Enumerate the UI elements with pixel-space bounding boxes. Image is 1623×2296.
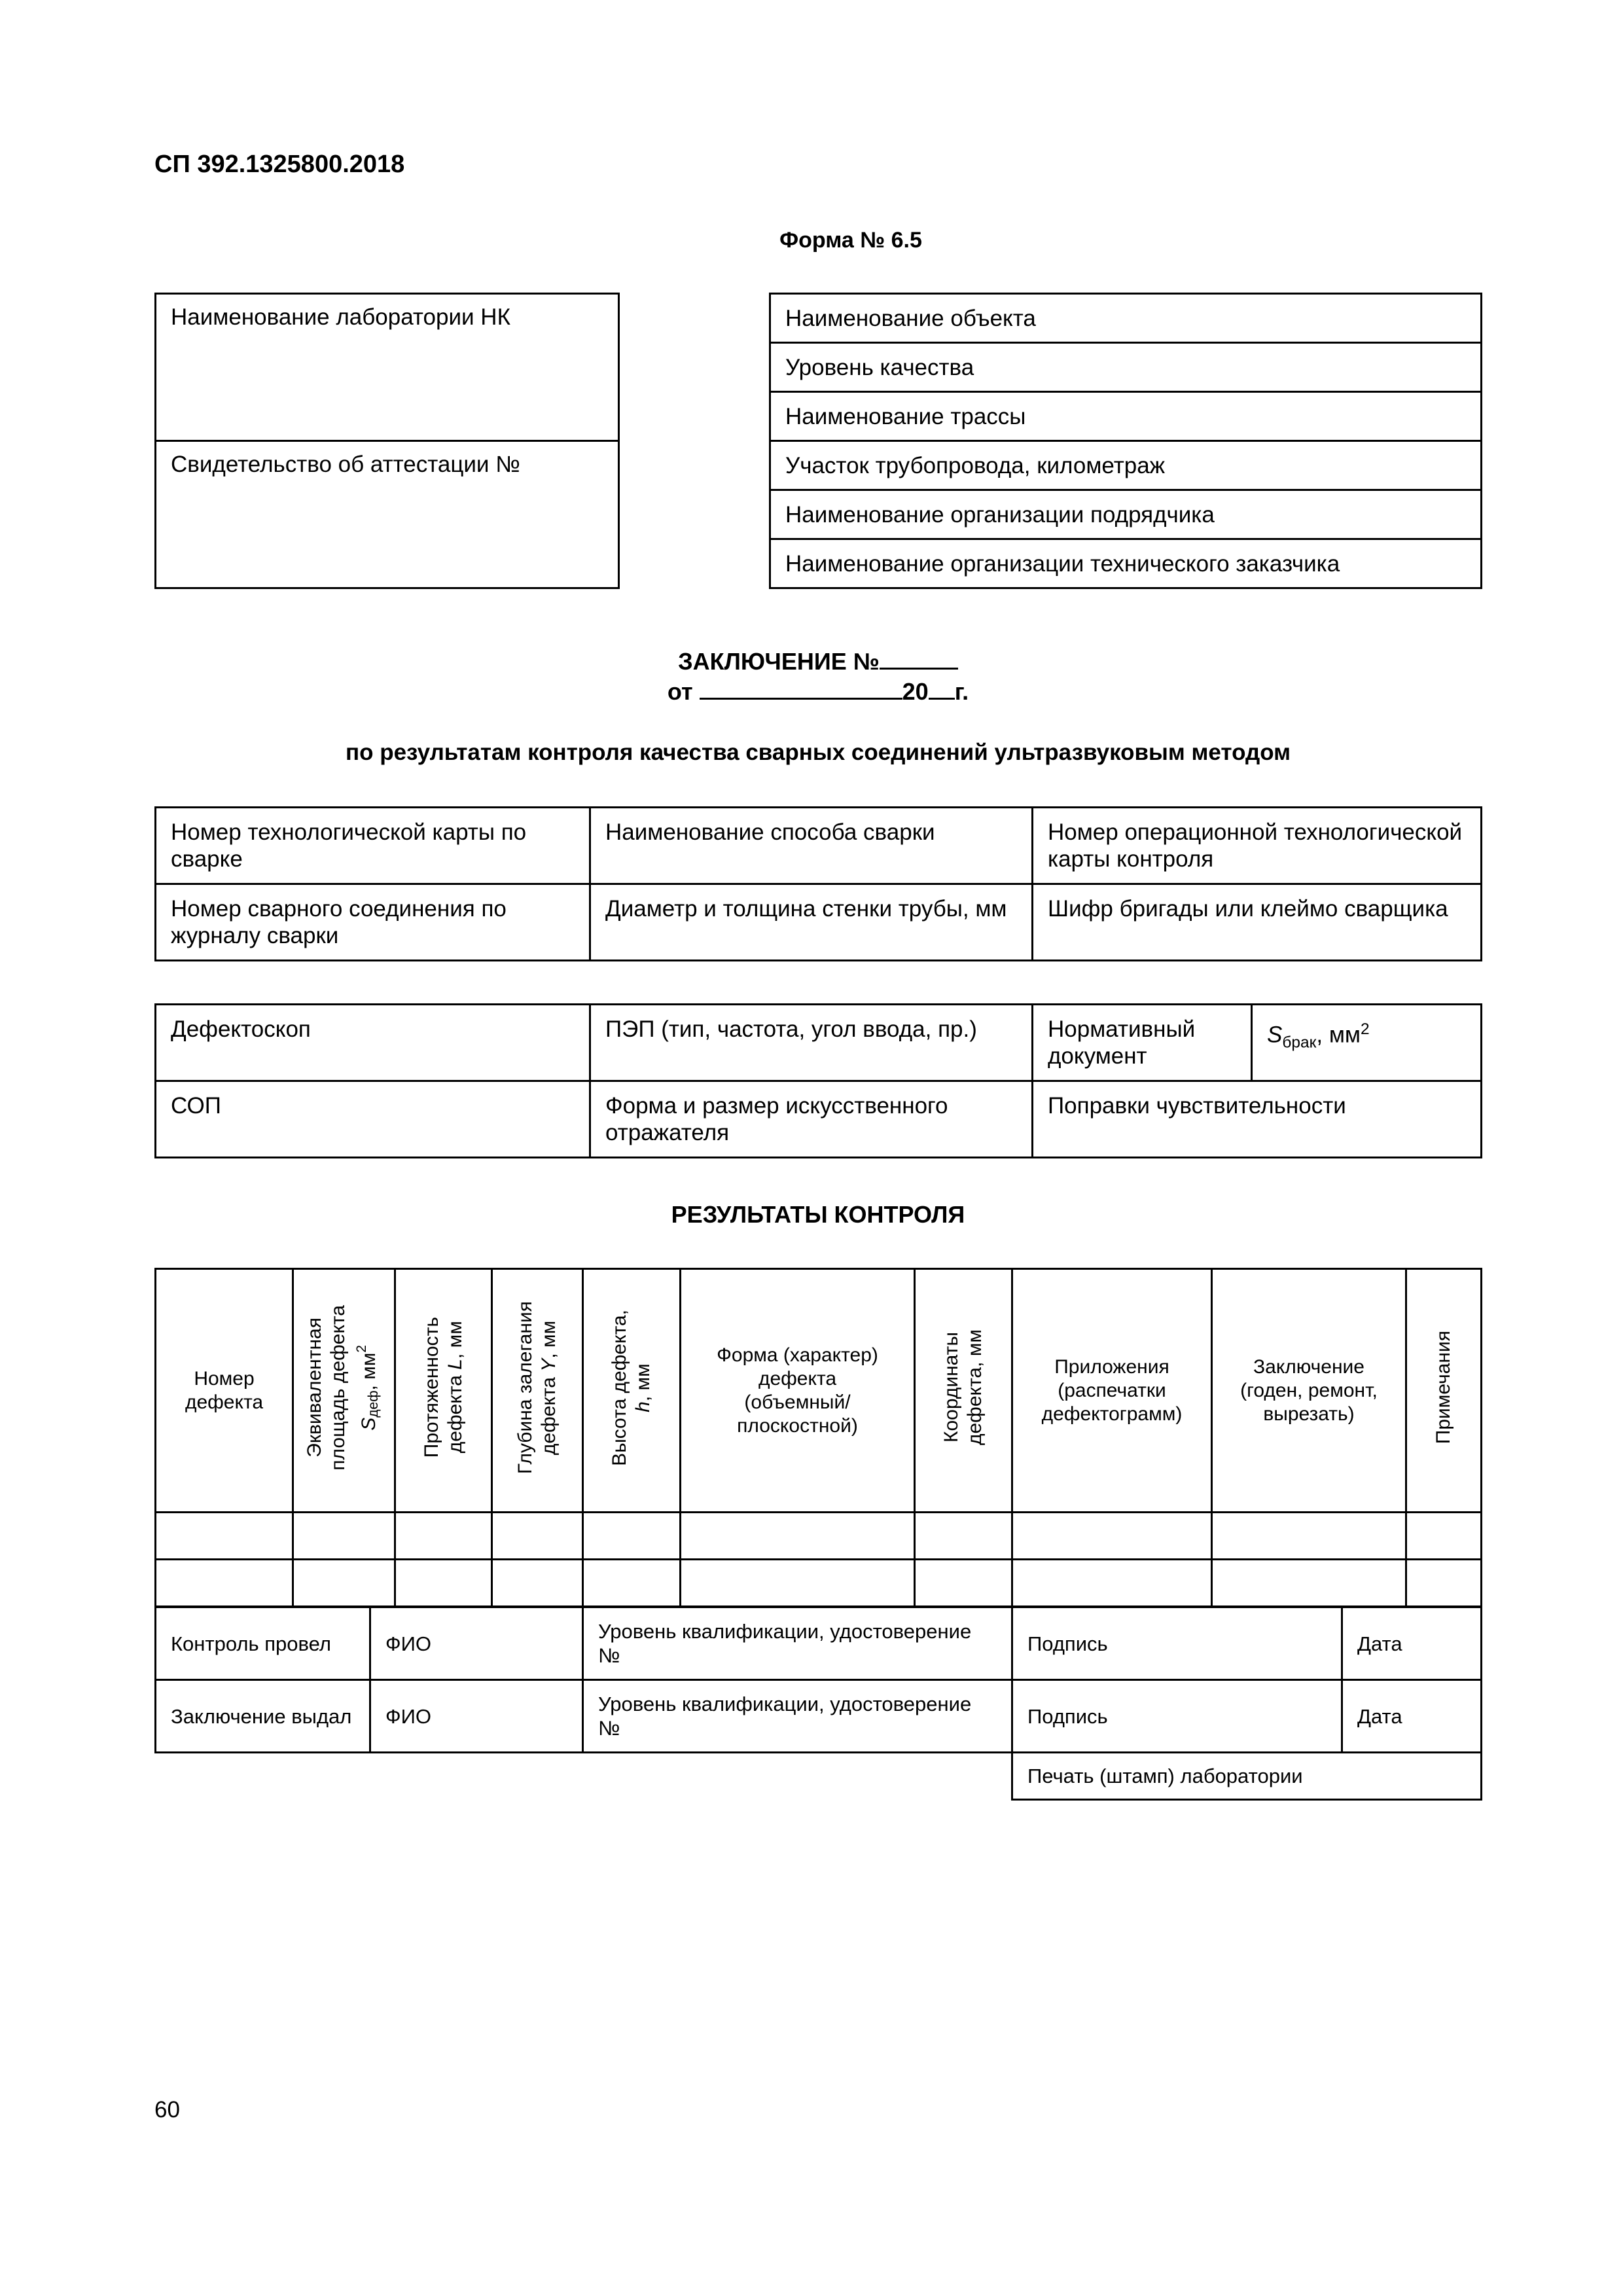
issued-label-cell: Заключение выдал [156,1680,370,1753]
conclusion-subtitle: по результатам контроля качества сварных соединений ультразвуковым методом [345,740,1291,765]
length-symbol: L [444,1359,466,1371]
conclusion-date-line [0,678,1623,706]
area-line2: площадь дефекта [327,1304,349,1471]
table-row [156,1560,1482,1607]
customer-cell: Наименование организации технического заказчика [770,539,1482,588]
empty-cell [1212,1513,1406,1560]
conclusion-year-suffix: г. [954,678,969,705]
empty-cell [681,1513,915,1560]
col-coordinates-text [940,1329,987,1445]
reject-area-symbol: S [1267,1022,1283,1048]
issued-signature-cell: Подпись [1012,1680,1342,1753]
results-title: РЕЗУЛЬТАТЫ КОНТРОЛЯ [671,1201,965,1228]
conclusion-date-prefix: от [667,678,693,705]
empty-cell [293,1513,395,1560]
document-code: СП 392.1325800.2018 [154,151,405,178]
conclusion-number-blank [880,650,958,670]
issued-date-cell: Дата [1342,1680,1482,1753]
control-label-cell: Контроль провел [156,1607,370,1680]
length-line2: дефекта [444,1370,466,1454]
depth-line2: дефекта [538,1371,560,1455]
empty-cell [681,1560,915,1607]
object-name-cell: Наименование объекта [770,294,1482,343]
empty-cell [395,1560,492,1607]
lab-info-table [154,293,620,589]
flaw-detector-cell: Дефектоскоп [156,1005,590,1081]
height-symbol: h [632,1401,654,1412]
depth-unit: , мм [538,1320,560,1359]
empty-cell [1212,1560,1406,1607]
empty-cell [915,1560,1012,1607]
area-unit: , мм [357,1352,380,1391]
route-name-cell: Наименование трассы [770,392,1482,441]
empty-cell [492,1560,583,1607]
col-notes [1406,1269,1482,1513]
welding-method-cell: Наименование способа сварки [590,808,1033,884]
col-shape: Форма (характер) дефекта (объемный/ плоскостной) [681,1269,915,1513]
sensitivity-corrections-cell: Поправки чувствительности [1033,1081,1482,1158]
depth-line1: Глубина залегания [514,1300,536,1475]
depth-symbol: Y [538,1358,560,1372]
issued-fio-cell: ФИО [370,1680,583,1753]
form-number: Форма № 6.5 [779,228,922,253]
col-equivalent-area-text [303,1305,385,1471]
reference-sample-cell: СОП [156,1081,590,1158]
results-table [154,1268,1482,1607]
equipment-info-table [154,1003,1482,1158]
conclusion-label: ЗАКЛЮЧЕНИЕ № [678,648,880,675]
empty-cell [1012,1560,1212,1607]
welding-info-table [154,806,1482,961]
certificate-cell: Свидетельство об аттестации № [156,441,619,588]
height-line1: Высота дефекта, [609,1309,630,1466]
pipe-diameter-cell: Диаметр и толщина стенки трубы, мм [590,884,1033,961]
reject-area-subscript: брак [1282,1033,1317,1052]
empty-cell [1406,1513,1482,1560]
col-coordinates [915,1269,1012,1513]
reject-area-superscript: 2 [1360,1020,1370,1038]
signatures-table [154,1606,1482,1753]
length-line1: Протяженность [420,1317,442,1458]
quality-level-cell: Уровень качества [770,343,1482,392]
col-length [395,1269,492,1513]
object-info-table [769,293,1482,589]
weld-joint-number-cell: Номер сварного соединения по журналу сварки [156,884,590,961]
pipeline-section-cell: Участок трубопровода, километраж [770,441,1482,490]
col-depth [492,1269,583,1513]
conclusion-year-blank [929,680,955,700]
coords-line1: Координаты [940,1332,962,1443]
col-height [583,1269,681,1513]
col-height-text [608,1310,655,1466]
control-fio-cell: ФИО [370,1607,583,1680]
coords-line2: дефекта, мм [964,1329,986,1446]
tech-card-cell: Номер технологической карты по сварке [156,808,590,884]
transducer-cell: ПЭП (тип, частота, угол ввода, пр.) [590,1005,1033,1081]
brigade-code-cell: Шифр бригады или клеймо сварщика [1033,884,1482,961]
length-unit: , мм [444,1321,466,1359]
col-notes-text: Примечания [1433,1331,1454,1444]
lab-name-cell: Наименование лаборатории НК [156,294,619,441]
empty-cell [583,1513,681,1560]
empty-cell [156,1560,293,1607]
conclusion-number-line [0,648,1623,675]
col-defect-number: Номер дефекта [156,1269,293,1513]
empty-cell [1012,1513,1212,1560]
page-number: 60 [154,2097,180,2123]
control-qualification-cell: Уровень квалификации, удостоверение № [583,1607,1012,1680]
col-attachments: Приложения (распечатки дефектограмм) [1012,1269,1212,1513]
reflector-cell: Форма и размер искусственного отражателя [590,1081,1033,1158]
conclusion-year-prefix: 20 [902,678,929,705]
empty-cell [492,1513,583,1560]
empty-cell [293,1560,395,1607]
normative-doc-cell: Нормативный документ [1033,1005,1252,1081]
height-unit: , мм [632,1363,654,1401]
col-depth-text [514,1301,561,1474]
empty-cell [583,1560,681,1607]
lab-stamp-cell: Печать (штамп) лаборатории [1012,1753,1482,1800]
contractor-cell: Наименование организации подрядчика [770,490,1482,539]
col-equivalent-area [293,1269,395,1513]
empty-cell [395,1513,492,1560]
area-subscript: деф [365,1390,381,1418]
table-row [156,1513,1482,1560]
reject-area-unit: , мм [1316,1022,1361,1048]
empty-cell [1406,1560,1482,1607]
col-conclusion: Заключение (годен, ремонт, вырезать) [1212,1269,1406,1513]
control-date-cell: Дата [1342,1607,1482,1680]
empty-cell [915,1513,1012,1560]
conclusion-date-blank [700,680,902,700]
area-symbol: S [357,1417,380,1431]
col-length-text [420,1317,467,1458]
issued-qualification-cell: Уровень квалификации, удостоверение № [583,1680,1012,1753]
area-superscript: 2 [353,1344,369,1353]
empty-cell [156,1513,293,1560]
control-signature-cell: Подпись [1012,1607,1342,1680]
reject-area-cell [1252,1005,1482,1081]
stamp-table [1011,1751,1482,1801]
control-card-cell: Номер операционной технологической карты контроля [1033,808,1482,884]
area-line1: Эквивалентная [303,1318,325,1458]
